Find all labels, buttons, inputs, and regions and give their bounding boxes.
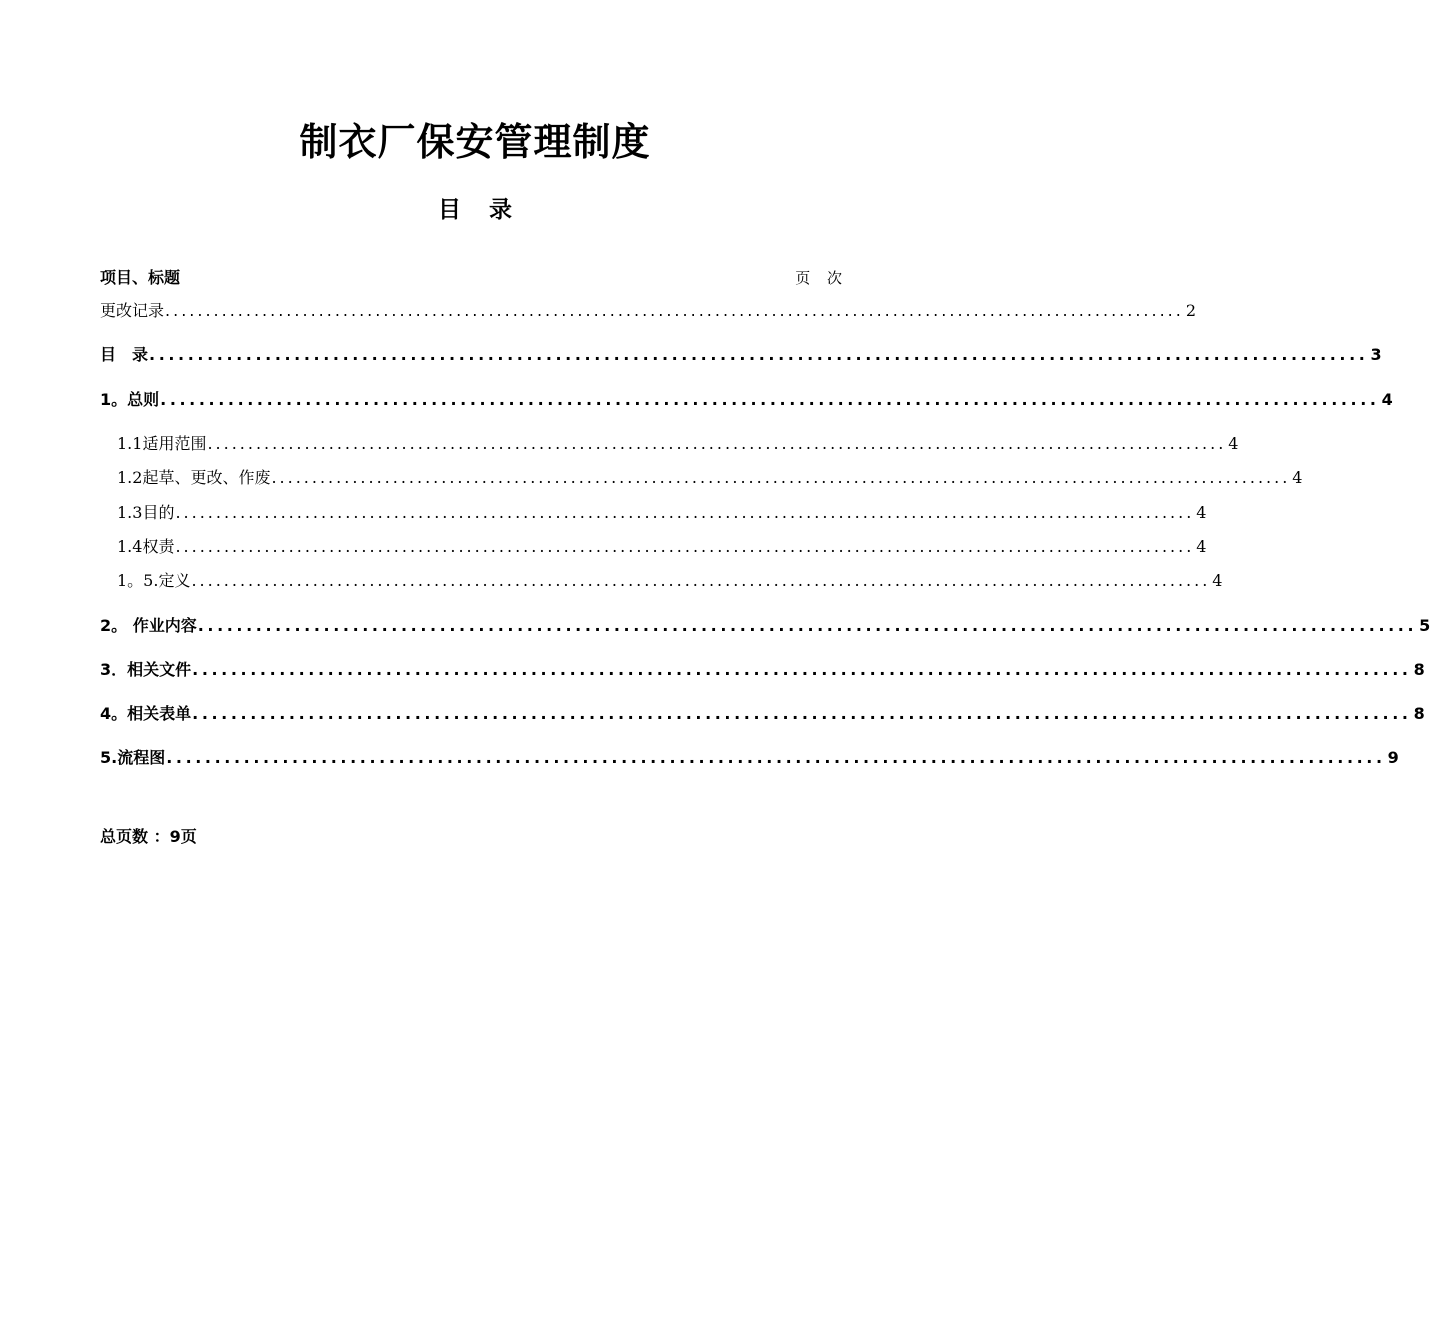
document-title: 制衣厂保安管理制度: [299, 120, 651, 164]
toc-entry-contents[interactable]: [100, 342, 1382, 368]
toc-entry-label: 3．相关文件: [100, 660, 192, 679]
toc-entry-responsibilities[interactable]: [117, 534, 1207, 560]
toc-entry-label: 1.1适用范围: [117, 434, 207, 453]
toc-entry-label: 更改记录: [100, 301, 165, 320]
dot-leader: ..............................................................................................................................: [149, 345, 1369, 364]
toc-entry-related-files[interactable]: [100, 657, 1425, 683]
total-pages-label: 总页数 ：9页: [100, 827, 197, 846]
toc-entry-page: 2: [1185, 301, 1197, 320]
toc-entry-label: 1.3目的: [117, 503, 175, 522]
toc-entry-page: 4: [1212, 571, 1223, 590]
toc-entry-label: 2。 作业内容: [100, 616, 197, 635]
toc-entry-related-forms[interactable]: [100, 701, 1425, 727]
dot-leader: ..............................................................................................................................: [207, 434, 1227, 453]
toc-entry-change-log[interactable]: [100, 298, 1197, 324]
toc-entry-scope[interactable]: [117, 431, 1239, 457]
dot-leader: ..............................................................................................................................: [160, 390, 1380, 409]
toc-entry-general[interactable]: [100, 387, 1393, 413]
dot-leader: ..............................................................................................................................: [192, 704, 1412, 723]
toc-entry-label: 1。总则: [100, 390, 160, 409]
column-page-label: 页 次: [795, 269, 848, 287]
toc-entry-drafting[interactable]: [117, 465, 1303, 491]
toc-entry-page: 4: [1196, 537, 1207, 556]
toc-entry-flowchart[interactable]: [100, 745, 1399, 771]
toc-entry-label: 1。5.定义: [117, 571, 191, 590]
dot-leader: ..............................................................................................................................: [175, 537, 1195, 556]
toc-entry-page: 4: [1381, 390, 1393, 409]
dot-leader: ..............................................................................................................................: [166, 748, 1386, 767]
toc-heading: 目 录: [437, 197, 522, 223]
toc-entry-page: 4: [1292, 468, 1303, 487]
toc-entry-page: 9: [1387, 748, 1399, 767]
toc-entry-purpose[interactable]: [117, 500, 1207, 526]
toc-entry-page: 8: [1413, 704, 1425, 723]
toc-entry-label: 1.2起草、更改、作废: [117, 468, 271, 487]
toc-entry-page: 3: [1370, 345, 1382, 364]
toc-entry-label: 1.4权责: [117, 537, 175, 556]
toc-entry-label: 4。相关表单: [100, 704, 192, 723]
toc-entry-page: 8: [1413, 660, 1425, 679]
toc-entry-label: 5.流程图: [100, 748, 166, 767]
toc-entry-page: 4: [1196, 503, 1207, 522]
dot-leader: ..............................................................................................................................: [191, 571, 1211, 590]
column-title-label: 项目、标题: [100, 268, 181, 287]
toc-entry-page: 4: [1228, 434, 1239, 453]
dot-leader: ..............................................................................................................................: [271, 468, 1291, 487]
dot-leader: ..............................................................................................................................: [165, 301, 1184, 320]
toc-entry-page: 5: [1419, 616, 1430, 635]
dot-leader: ..............................................................................................................................: [175, 503, 1195, 522]
toc-column-header: [100, 265, 848, 291]
toc-entry-definitions[interactable]: [117, 568, 1223, 594]
dot-leader: ..............................................................................................................................: [197, 616, 1418, 635]
dot-leader: ..............................................................................................................................: [192, 660, 1412, 679]
toc-entry-work-content[interactable]: [100, 613, 1430, 639]
toc-entry-label: 目 录: [100, 345, 149, 364]
